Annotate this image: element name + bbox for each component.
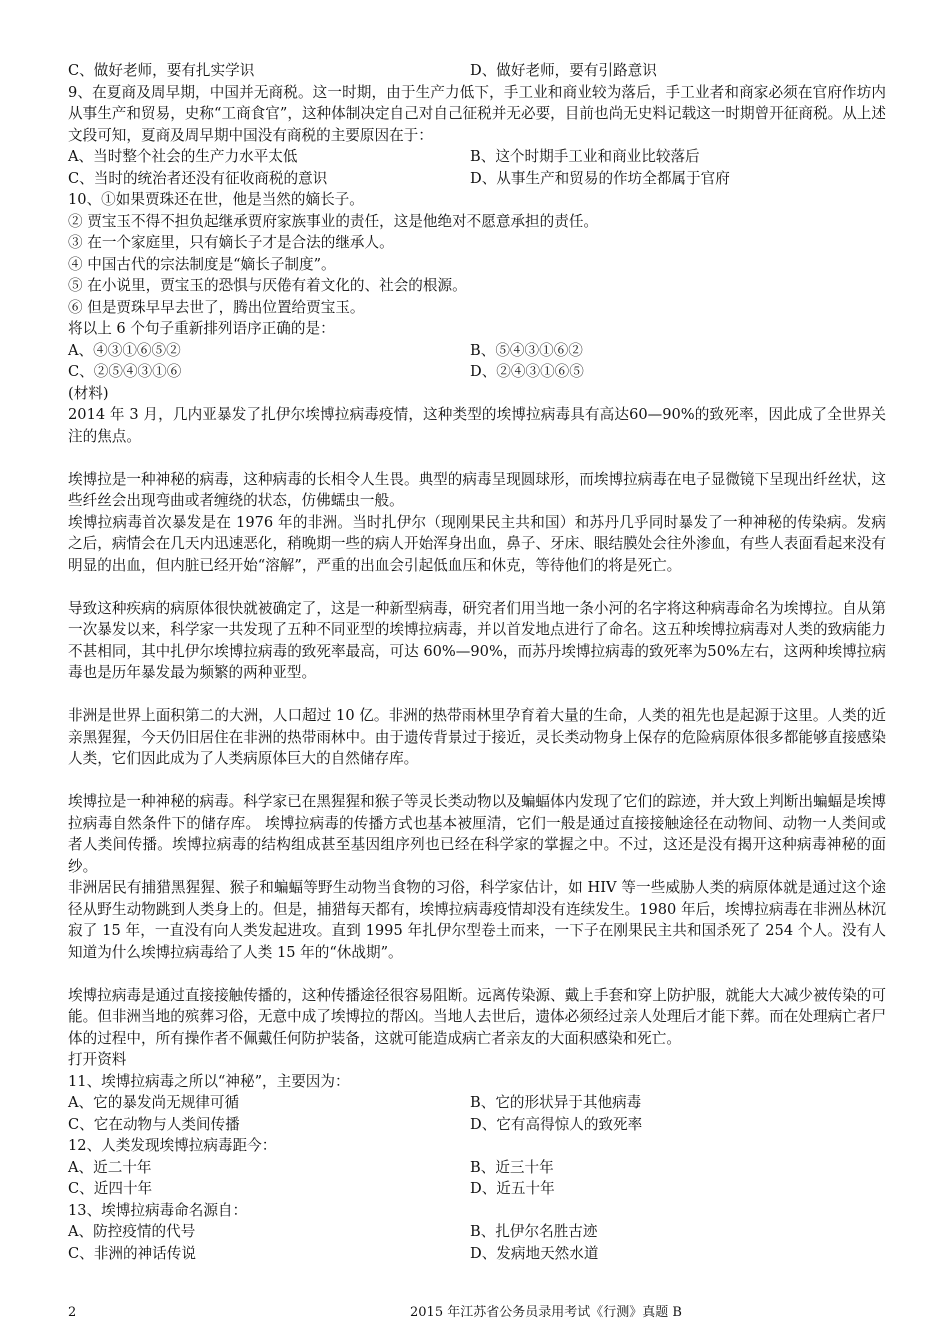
q9-options-ab xyxy=(68,146,886,168)
option-c: C、它在动物与人类间传播 xyxy=(68,1115,240,1133)
option-d: D、从事生产和贸易的作坊全都属于官府 xyxy=(470,169,730,187)
q12-options-ab xyxy=(68,1157,886,1179)
q10-question: 将以上 6 个句子重新排列语序正确的是： xyxy=(68,320,335,337)
option-a: A、近二十年 xyxy=(68,1158,152,1176)
q13-options-ab xyxy=(68,1221,886,1243)
option-d: D、它有高得惊人的致死率 xyxy=(470,1115,643,1133)
material-paragraph-2: 埃博拉是一种神秘的病毒，这种病毒的长相令人生畏。典型的病毒呈现圆球形，而埃博拉病毒在电子显微镜下呈现出纤丝状，这些纤丝会出现弯曲或者缠绕的状态，仿佛蠕虫一般。 xyxy=(68,470,886,509)
q10-sentence-4: ④ 中国古代的宗法制度是“嫡长子制度”。 xyxy=(68,255,336,273)
q9-options-cd xyxy=(68,168,886,190)
option-a: A、当时整个社会的生产力水平太低 xyxy=(68,148,298,165)
option-b: B、扎伊尔名胜古迹 xyxy=(470,1223,598,1240)
q10-sentence-6: ⑥ 但是贾珠早早去世了，腾出位置给贾宝玉。 xyxy=(68,298,365,316)
page-number: 2 xyxy=(68,1305,77,1320)
material-paragraph-7: 非洲居民有捕猎黑猩猩、猴子和蝙蝠等野生动物当食物的习俗，科学家估计，如 HIV 等一些威胁人类的病原体就是通过这个途径从野生动物跳到人类身上的。但是，捕猎每天都有，埃博拉病毒疫情却没有连续发生。1980 年后，埃博拉病毒在非洲丛林沉寂了 15 年，一直没有向人类发起进攻。直到 1995 年扎伊尔型卷土而来，一下子在刚果民主共和国杀死了 254 个人。没有人知道为什么埃博拉病毒给了人类 15 年的“休战期”。 xyxy=(68,879,886,961)
option-d: D、做好老师，要有引路意识 xyxy=(470,62,657,79)
q11-stem: 11、埃博拉病毒之所以“神秘”，主要因为： xyxy=(68,1072,350,1090)
option-d: D、发病地天然水道 xyxy=(470,1244,599,1262)
material-paragraph-8: 埃博拉病毒是通过直接接触传播的，这种传播途径很容易阻断。远离传染源、戴上手套和穿上防护服，就能大大减少被传染的可能。但非洲当地的殡葬习俗，无意中成了埃博拉的帮凶。当地人去世后，遗体必须经过亲人处理后才能下葬。而在处理病亡者尸体的过程中，所有操作者不佩戴任何防护装备，这就可能造成病亡者亲友的大面积感染和死亡。 xyxy=(68,986,886,1047)
option-c: C、②⑤④③①⑥ xyxy=(68,363,182,380)
q10-sentence-2: ② 贾宝玉不得不担负起继承贾府家族事业的责任，这是他绝对不愿意承担的责任。 xyxy=(68,212,599,230)
option-d: D、②④③①⑥⑤ xyxy=(470,363,584,380)
q10-sentence-3: ③ 在一个家庭里，只有嫡长子才是合法的继承人。 xyxy=(68,234,394,251)
q10-options-ab xyxy=(68,340,886,362)
material-label: (材料) xyxy=(68,384,109,402)
option-b: B、这个时期手工业和商业比较落后 xyxy=(470,148,700,165)
option-b: B、⑤④③①⑥② xyxy=(470,341,583,359)
q11-options-cd xyxy=(68,1114,886,1136)
footer-title: 2015 年江苏省公务员录用考试《行测》真题 B xyxy=(410,1305,682,1320)
option-c: C、做好老师，要有扎实学识 xyxy=(68,62,255,79)
option-b: B、它的形状异于其他病毒 xyxy=(470,1094,642,1111)
material-paragraph-4: 导致这种疾病的病原体很快就被确定了，这是一种新型病毒，研究者们用当地一条小河的名字将这种病毒命名为埃博拉。自从第一次暴发以来，科学家一共发现了五种不同亚型的埃博拉病毒，并以首发地点进行了命名。这五种埃博拉病毒对人类的致病能力不甚相同，其中扎伊尔埃博拉病毒的致死率最高，可达 60%—90%，而苏丹埃博拉病毒的致死率为50%左右，这两种埃博拉病毒也是历年暴发最为频繁的两种亚型。 xyxy=(68,599,886,681)
option-d: D、近五十年 xyxy=(470,1180,555,1197)
q12-options-cd xyxy=(68,1178,886,1200)
option-b: B、近三十年 xyxy=(470,1158,554,1176)
q8-options-cd xyxy=(68,60,886,82)
option-c: C、近四十年 xyxy=(68,1180,153,1197)
option-c: C、非洲的神话传说 xyxy=(68,1244,196,1262)
q13-stem: 13、埃博拉病毒命名源自： xyxy=(68,1201,248,1219)
open-material-link: 打开资料 xyxy=(68,1051,127,1068)
q11-options-ab xyxy=(68,1092,886,1114)
material-paragraph-6: 埃博拉是一种神秘的病毒。科学家已在黑猩猩和猴子等灵长类动物以及蝙蝠体内发现了它们的踪迹，并大致上判断出蝙蝠是埃博拉病毒自然条件下的储存库。 埃博拉病毒的传播方式也基本被厘清，它们一般是通过直接接触途径在动物间、动物一人类间或者人类间传播。埃博拉病毒的结构组成甚至基因组序列也已经在科学家的掌握之中。不过，这还是没有揭开这种病毒神秘的面纱。 xyxy=(68,793,886,875)
q10-sentence-5: ⑤ 在小说里，贾宝玉的恐惧与厌倦有着文化的、社会的根源。 xyxy=(68,277,467,294)
material-paragraph-1: 2014 年 3 月，几内亚暴发了扎伊尔埃博拉病毒疫情，这种类型的埃博拉病毒具有高达60—90%的致死率，因此成了全世界关注的焦点。 xyxy=(68,406,886,445)
option-a: A、防控疫情的代号 xyxy=(68,1223,196,1240)
option-a: A、④③①⑥⑤② xyxy=(68,341,181,359)
material-paragraph-3: 埃博拉病毒首次暴发是在 1976 年的非洲。当时扎伊尔（现刚果民主共和国）和苏丹几乎同时暴发了一种神秘的传染病。发病之后，病情会在几天内迅速恶化，稍晚期一些的病人开始浑身出血，鼻子、牙床、眼结膜处会往外渗血，有些人表面看起来没有明显的出血，但内脏已经开始“溶解”，严重的出血会引起低血压和休克，等待他们的将是死亡。 xyxy=(68,513,886,574)
q13-options-cd xyxy=(68,1243,886,1265)
page-content xyxy=(68,60,886,1264)
option-c: C、当时的统治者还没有征收商税的意识 xyxy=(68,169,328,187)
material-paragraph-5: 非洲是世界上面积第二的大洲，人口超过 10 亿。非洲的热带雨林里孕育着大量的生命，人类的祖先也是起源于这里。人类的近亲黑猩猩，今天仍旧居住在非洲的热带雨林中。由于遗传背景过于接近，灵长类动物身上保存的危险病原体很多都能够直接感染人类，它们因此成为了人类病原体巨大的自然储存库。 xyxy=(68,707,886,767)
q9-stem: 9、在夏商及周早期，中国并无商税。这一时期，由于生产力低下，手工业和商业较为落后，手工业者和商家必须在官府作坊内从事生产和贸易，史称“工商食官”，这种体制决定自己对自己征税并无必要，目前也尚无史料记载这一时期曾开征商税。从上述文段可知，夏商及周早期中国没有商税的主要原因在于： xyxy=(68,83,886,144)
q10-sentence-1: 10、①如果贾珠还在世，他是当然的嫡长子。 xyxy=(68,191,364,208)
q10-options-cd xyxy=(68,361,886,383)
option-a: A、它的暴发尚无规律可循 xyxy=(68,1094,240,1111)
q12-stem: 12、人类发现埃博拉病毒距今： xyxy=(68,1137,277,1154)
